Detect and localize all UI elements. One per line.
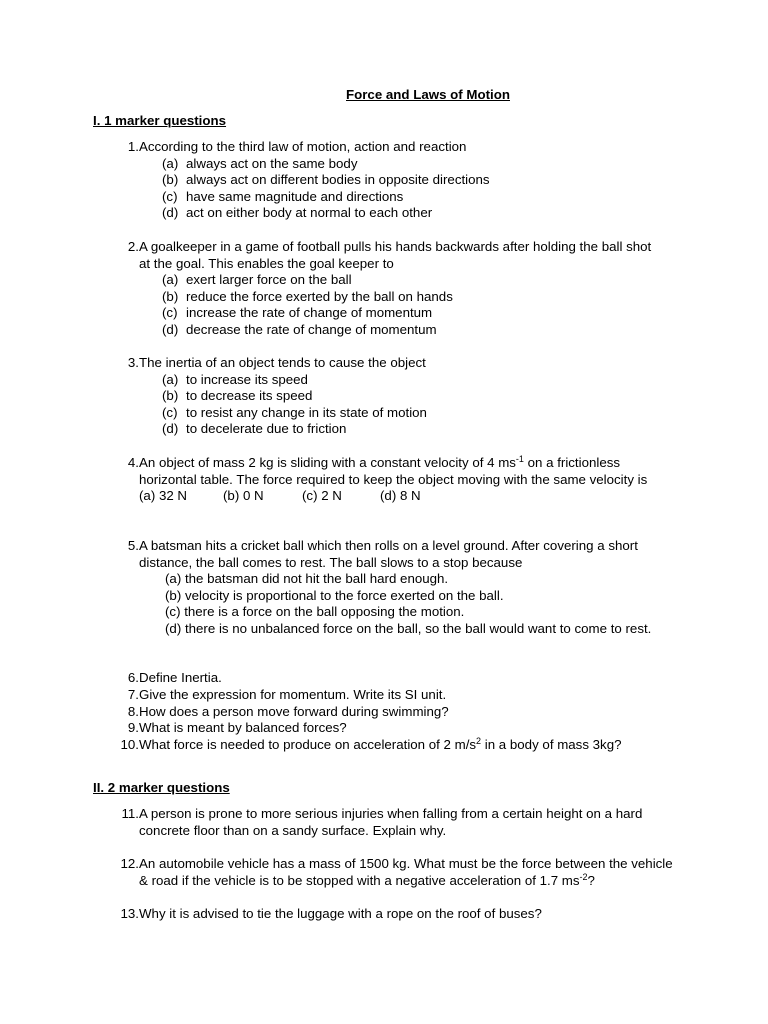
option-label: (a) (162, 272, 179, 288)
option-list (165, 571, 665, 637)
question-text-part: An object of mass 2 kg is sliding with a constant velocity of 4 ms (139, 455, 516, 470)
page-title: Force and Laws of Motion (346, 87, 510, 102)
question-number: 9. (127, 720, 139, 735)
option-text: reduce the force exerted by the ball on hands (186, 288, 453, 304)
question-text: What is meant by balanced forces? (139, 720, 347, 735)
superscript: -2 (579, 871, 588, 882)
question-text (139, 455, 669, 488)
question-5 (114, 538, 674, 638)
option: (c) 2 N (302, 488, 342, 504)
question-11 (114, 806, 674, 839)
option-label: (c) (162, 305, 178, 321)
question-text: A goalkeeper in a game of football pulls his hands backwards after holding the ball shot at the goal. This enables the goal keeper to (139, 239, 652, 271)
option: (b) 0 N (223, 488, 264, 504)
question-text (139, 856, 674, 889)
question-text (139, 737, 674, 754)
question-number: 12. (120, 856, 139, 871)
option: (d) there is no unbalanced force on the ball, so the ball would want to come to rest. (165, 620, 652, 636)
option-list (162, 372, 674, 438)
option (162, 322, 674, 339)
option-label: (b) (162, 388, 179, 404)
question-number: 11. (121, 806, 139, 821)
question-6 (114, 670, 674, 687)
question-text: A batsman hits a cricket ball which then rolls on a level ground. After covering a short distance, the ball comes to rest. The ball slows to a stop because (139, 538, 638, 570)
question-text-part: on a frictionless horizontal table. The force required to keep the object moving with the same velocity is (139, 455, 648, 487)
question-number: 3. (127, 355, 139, 370)
option-text: always act on the same body (186, 155, 358, 171)
option (162, 205, 674, 222)
question-4 (114, 455, 674, 505)
question-text: Give the expression for momentum. Write its SI unit. (139, 687, 447, 702)
option: (d) 8 N (380, 488, 421, 504)
question-number: 6. (127, 670, 139, 685)
option-label: (c) (162, 188, 178, 204)
question-3 (114, 355, 674, 438)
question-text: The inertia of an object tends to cause the object (139, 355, 426, 370)
option-text: exert larger force on the ball (186, 272, 352, 288)
superscript: -1 (515, 454, 524, 464)
option-text: to decelerate due to friction (186, 421, 347, 437)
superscript: 2 (476, 736, 482, 746)
option (162, 372, 674, 389)
option-text: to increase its speed (186, 371, 308, 387)
question-text: Why it is advised to tie the luggage with a rope on the roof of buses? (139, 906, 542, 921)
option-text: act on either body at normal to each other (186, 205, 433, 221)
question-number: 7. (127, 687, 139, 702)
question-text: Define Inertia. (139, 670, 222, 685)
question-12 (114, 856, 674, 889)
option-label: (b) (162, 288, 179, 304)
question-number: 10. (120, 737, 139, 752)
question-text-part: ? (587, 872, 595, 888)
option-label: (c) (162, 404, 178, 420)
option (162, 405, 674, 422)
option-list (162, 272, 674, 338)
option-row (139, 488, 674, 505)
option-label: (a) (162, 155, 179, 171)
question-text: According to the third law of motion, action and reaction (139, 139, 467, 154)
option-text: always act on different bodies in opposite directions (186, 172, 490, 188)
option: (a) the batsman did not hit the ball hard enough. (165, 571, 449, 587)
option (162, 289, 674, 306)
option-text: have same magnitude and directions (186, 188, 404, 204)
question-1 (114, 139, 674, 222)
question-text-part: An automobile vehicle has a mass of 1500 kg. What must be the force between the vehicle & road if the vehicle is to be stopped with a negative acceleration of 1.7 ms (139, 856, 673, 888)
option (162, 421, 674, 438)
option-text: to resist any change in its state of motion (186, 404, 427, 420)
option (162, 305, 674, 322)
option (162, 388, 674, 405)
question-number: 5. (127, 538, 139, 553)
option: (b) velocity is proportional to the force exerted on the ball. (165, 587, 504, 603)
question-text-part: What force is needed to produce on acceleration of 2 m/s (139, 737, 477, 752)
question-7 (114, 687, 674, 704)
option-label: (d) (162, 421, 179, 437)
option (162, 189, 674, 206)
option-label: (a) (162, 371, 179, 387)
option (162, 272, 674, 289)
option-text: to decrease its speed (186, 388, 313, 404)
option-list (162, 156, 674, 222)
option-label: (b) (162, 172, 179, 188)
question-number: 13. (120, 906, 139, 921)
option-text: decrease the rate of change of momentum (186, 321, 437, 337)
option-label: (d) (162, 321, 179, 337)
section-heading-2-marker: II. 2 marker questions (93, 780, 230, 795)
question-8 (114, 704, 674, 721)
question-number: 4. (127, 455, 139, 470)
question-9 (114, 720, 674, 737)
option (162, 172, 674, 189)
option-label: (d) (162, 205, 179, 221)
option: (c) there is a force on the ball opposing the motion. (165, 604, 465, 620)
option (162, 156, 674, 173)
question-text: A person is prone to more serious injuries when falling from a certain height on a hard concrete floor than on a sandy surface. Explain why. (139, 806, 643, 838)
question-13 (114, 906, 674, 923)
question-2 (114, 239, 674, 339)
question-number: 2. (127, 239, 139, 254)
question-10 (114, 737, 674, 754)
section-heading-1-marker: I. 1 marker questions (93, 113, 227, 128)
question-text: How does a person move forward during swimming? (139, 704, 449, 719)
option: (a) 32 N (139, 488, 188, 504)
question-text-part: in a body of mass 3kg? (481, 737, 622, 752)
question-number: 1. (127, 139, 139, 154)
option-text: increase the rate of change of momentum (186, 305, 433, 321)
question-number: 8. (127, 704, 139, 719)
